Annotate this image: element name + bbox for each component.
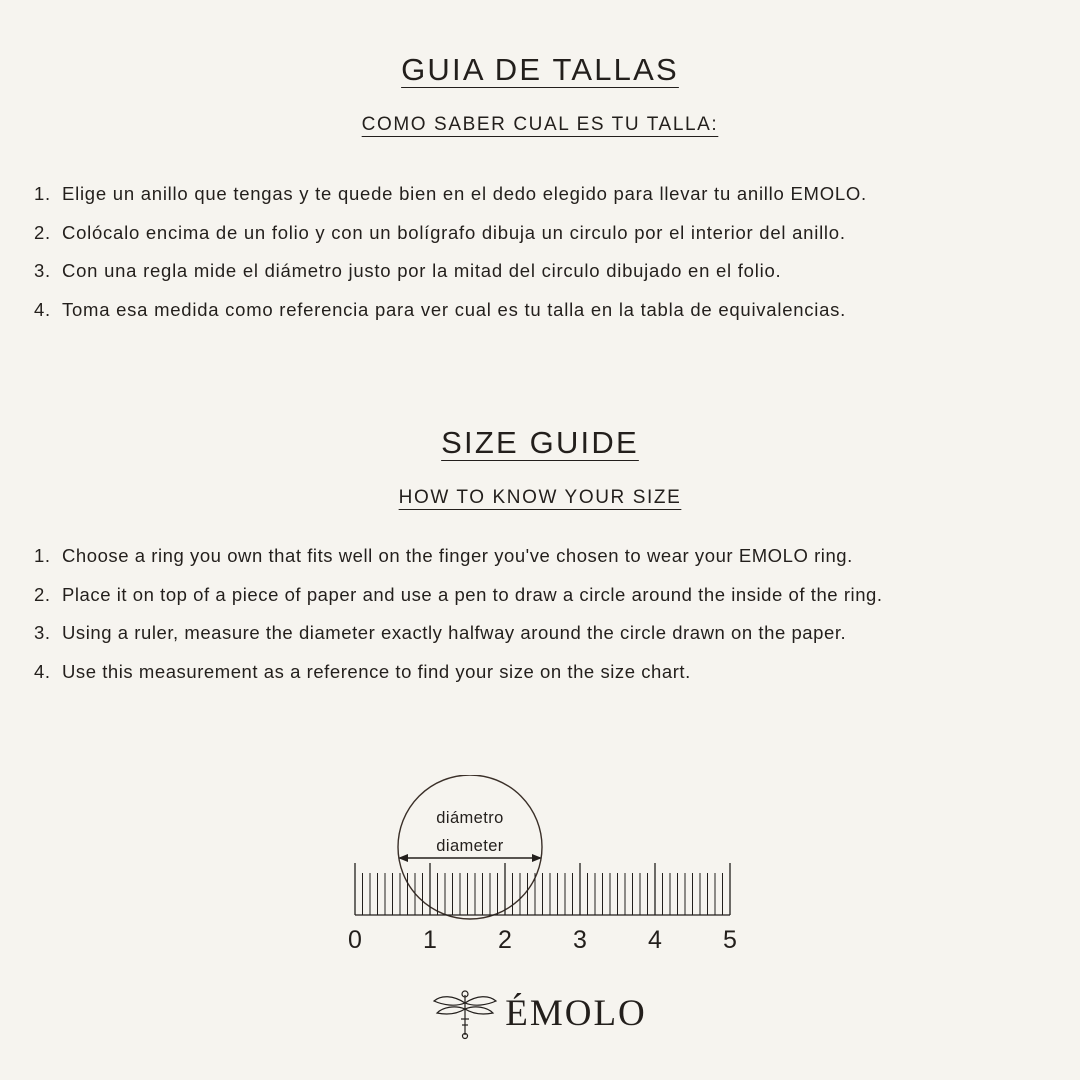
- list-item: [34, 537, 1046, 576]
- diameter-label-spanish: diámetro: [436, 809, 504, 827]
- list-item-text: Con una regla mide el diámetro justo por la mitad del circulo dibujado en el folio.: [62, 260, 782, 281]
- ruler-tick-label-0: 0: [348, 926, 362, 954]
- ruler-tick-label-4: 4: [648, 926, 662, 954]
- list-item: [34, 653, 1046, 692]
- dragonfly-icon: [433, 985, 497, 1041]
- list-item-text: Toma esa medida como referencia para ver cual es tu talla en la tabla de equivalencias.: [62, 298, 847, 320]
- ruler-tick-label-2: 2: [498, 926, 512, 954]
- ruler-tick-label-3: 3: [573, 926, 587, 954]
- list-item-number: 1.: [34, 183, 51, 204]
- list-item-text: Using a ruler, measure the diameter exactly halfway around the circle drawn on the paper.: [62, 622, 847, 643]
- list-item-number: 4.: [34, 660, 51, 682]
- list-item-number: 1.: [34, 545, 51, 566]
- list-item-number: 2.: [34, 583, 51, 605]
- list-item: [34, 214, 1046, 253]
- steps-list-english: [34, 537, 1046, 691]
- list-item-number: 4.: [34, 298, 51, 320]
- ruler-tick-label-5: 5: [723, 926, 737, 954]
- steps-list-spanish: [34, 175, 1046, 329]
- list-item-text: Elige un anillo que tengas y te quede bien en el dedo elegido para llevar tu anillo EMOLO.: [62, 183, 867, 204]
- diameter-label-english: diameter: [436, 837, 504, 855]
- ruler-tick-label-1: 1: [423, 926, 437, 954]
- list-item: [34, 252, 1046, 291]
- page-title-english: SIZE GUIDE: [441, 424, 639, 460]
- page-title-spanish: GUIA DE TALLAS: [401, 51, 679, 87]
- list-item: [34, 175, 1046, 214]
- list-item-text: Choose a ring you own that fits well on the finger you've chosen to wear your EMOLO ring.: [62, 545, 853, 566]
- list-item: [34, 614, 1046, 653]
- list-item-number: 3.: [34, 622, 51, 643]
- list-item: [34, 576, 1046, 615]
- brand-logo: [0, 985, 1080, 1041]
- list-item-text: Use this measurement as a reference to find your size on the size chart.: [62, 660, 691, 682]
- brand-name: ÉMOLO: [505, 992, 647, 1034]
- list-item-number: 3.: [34, 260, 51, 281]
- diagram-svg: [330, 775, 760, 960]
- list-item-number: 2.: [34, 221, 51, 243]
- page-subtitle-spanish: COMO SABER CUAL ES TU TALLA:: [361, 113, 719, 135]
- list-item: [34, 291, 1046, 330]
- list-item-text: Colócalo encima de un folio y con un bolígrafo dibuja un circulo por el interior del anillo.: [62, 221, 846, 243]
- page-subtitle-english: HOW TO KNOW YOUR SIZE: [398, 486, 682, 508]
- ring-measurement-diagram: [330, 775, 760, 960]
- list-item-text: Place it on top of a piece of paper and use a pen to draw a circle around the inside of the ring.: [62, 583, 883, 605]
